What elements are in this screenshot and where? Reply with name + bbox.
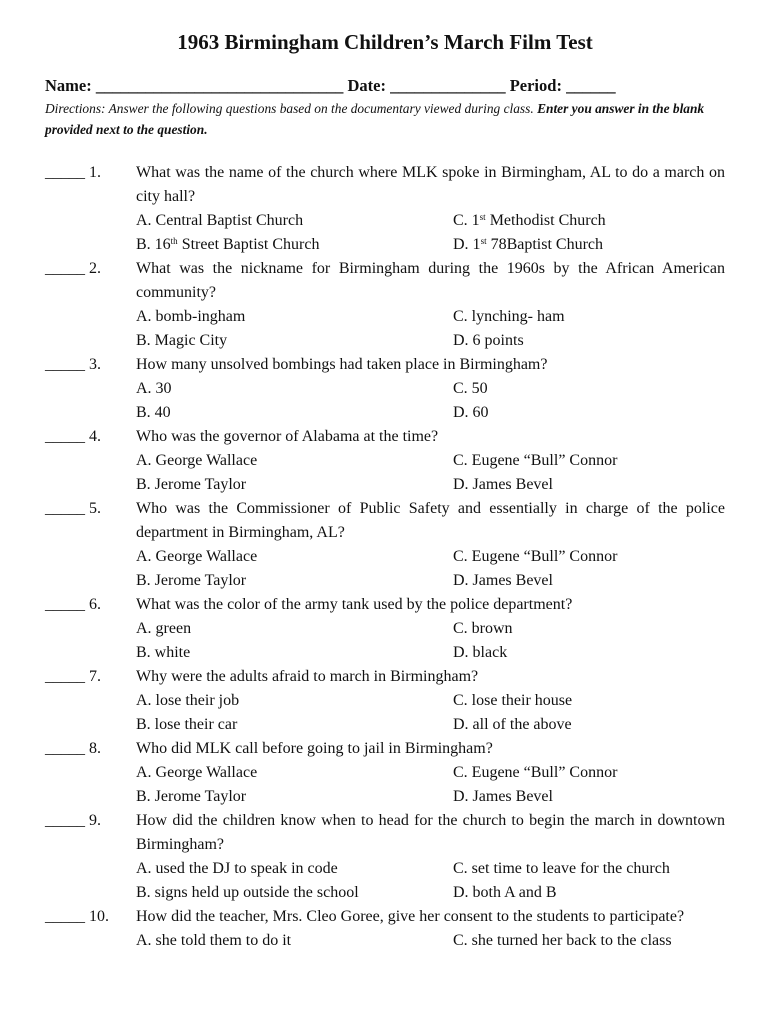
option-text: D. James Bevel <box>453 476 553 493</box>
question-text: What was the name of the church where MLK spoke in Birmingham, AL to do a march on city hall? <box>136 164 725 205</box>
answer-option <box>453 617 725 641</box>
question-item <box>45 161 725 257</box>
answer-option <box>453 881 725 905</box>
answer-blank: _____ 8. <box>45 740 101 757</box>
answer-option <box>453 209 725 233</box>
option-text: B. 16 <box>136 236 171 253</box>
option-text: C. lynching- ham <box>453 308 565 325</box>
answer-options <box>136 617 725 665</box>
option-text: A. lose their job <box>136 692 240 709</box>
question-body <box>136 257 725 353</box>
answer-option <box>136 641 453 665</box>
answer-option <box>136 881 453 905</box>
answer-option <box>136 929 453 953</box>
option-text: A. George Wallace <box>136 452 258 469</box>
question-body <box>136 497 725 593</box>
answer-blank: _____ 2. <box>45 260 101 277</box>
answer-blank: _____ 4. <box>45 428 101 445</box>
question-item <box>45 809 725 905</box>
option-text: B. 40 <box>136 404 171 421</box>
answer-option <box>453 305 725 329</box>
answer-option <box>136 233 453 257</box>
option-text: B. white <box>136 644 191 661</box>
answer-options <box>136 449 725 497</box>
answer-option <box>136 761 453 785</box>
answer-blank: _____ 5. <box>45 500 101 517</box>
answer-option <box>453 233 725 257</box>
answer-blank: _____ 9. <box>45 812 101 829</box>
answer-option <box>453 377 725 401</box>
question-body <box>136 593 725 665</box>
answer-option <box>453 641 725 665</box>
answer-option <box>136 569 453 593</box>
answer-option <box>453 545 725 569</box>
question-item <box>45 737 725 809</box>
option-text: C. lose their house <box>453 692 573 709</box>
option-text: C. brown <box>453 620 513 637</box>
option-text: A. green <box>136 620 192 637</box>
option-text: B. lose their car <box>136 716 238 733</box>
option-superscript: th <box>170 236 178 246</box>
option-text-continued: Methodist Church <box>485 212 606 229</box>
answer-options <box>136 761 725 809</box>
question-text: How did the teacher, Mrs. Cleo Goree, give her consent to the students to participate? <box>136 908 685 925</box>
option-text: A. used the DJ to speak in code <box>136 860 338 877</box>
question-text: Who was the governor of Alabama at the time? <box>136 428 439 445</box>
answer-options <box>136 377 725 425</box>
option-text-continued: 78Baptist Church <box>486 236 604 253</box>
option-text: A. 30 <box>136 380 172 397</box>
question-text: Why were the adults afraid to march in Birmingham? <box>136 668 479 685</box>
page-title: 1963 Birmingham Children’s March Film Test <box>177 30 593 54</box>
answer-blank: _____ 6. <box>45 596 101 613</box>
name-date-period-line: Name: ______________________________ Date: ______________ Period: ______ <box>45 76 616 95</box>
answer-option <box>136 377 453 401</box>
question-text: Who was the Commissioner of Public Safety and essentially in charge of the police department in Birmingham, AL? <box>136 500 725 541</box>
question-text: How did the children know when to head for the church to begin the march in downtown Birmingham? <box>136 812 725 853</box>
answer-option <box>136 617 453 641</box>
option-text: A. she told them to do it <box>136 932 292 949</box>
option-text: B. Jerome Taylor <box>136 476 247 493</box>
option-text: C. 50 <box>453 380 488 397</box>
option-text: A. George Wallace <box>136 764 258 781</box>
question-body <box>136 737 725 809</box>
answer-blank: _____ 10. <box>45 908 109 925</box>
answer-option <box>136 545 453 569</box>
option-text: B. Jerome Taylor <box>136 572 247 589</box>
answer-blank: _____ 1. <box>45 164 101 181</box>
question-text: How many unsolved bombings had taken place in Birmingham? <box>136 356 548 373</box>
option-text: C. 1 <box>453 212 480 229</box>
answer-options <box>136 545 725 593</box>
question-item <box>45 593 725 665</box>
option-text: B. Jerome Taylor <box>136 788 247 805</box>
question-item <box>45 425 725 497</box>
answer-option <box>136 785 453 809</box>
answer-option <box>453 713 725 737</box>
answer-option <box>136 473 453 497</box>
answer-options <box>136 857 725 905</box>
directions-text: Directions: Answer the following questions based on the documentary viewed during class. <box>45 101 534 116</box>
answer-option <box>136 713 453 737</box>
answer-option <box>136 305 453 329</box>
option-text: C. Eugene “Bull” Connor <box>453 548 618 565</box>
directions <box>45 99 729 140</box>
option-text: D. James Bevel <box>453 788 553 805</box>
answer-option <box>136 401 453 425</box>
option-text: A. bomb-ingham <box>136 308 246 325</box>
option-text-continued: Street Baptist Church <box>177 236 320 253</box>
answer-option <box>453 857 725 881</box>
answer-option <box>136 689 453 713</box>
option-text: A. George Wallace <box>136 548 258 565</box>
answer-options <box>136 929 725 953</box>
option-text: B. Magic City <box>136 332 228 349</box>
answer-option <box>453 473 725 497</box>
question-text: What was the color of the army tank used by the police department? <box>136 596 573 613</box>
directions-instruction: Enter you answer in the blank provided next to the question. <box>45 101 705 137</box>
option-superscript: st <box>480 236 487 246</box>
answer-option <box>453 929 725 953</box>
question-body <box>136 905 725 953</box>
option-text: A. Central Baptist Church <box>136 212 304 229</box>
question-body <box>136 425 725 497</box>
answer-option <box>453 329 725 353</box>
answer-option <box>136 329 453 353</box>
answer-options <box>136 209 725 257</box>
option-text: B. signs held up outside the school <box>136 884 359 901</box>
option-text: C. set time to leave for the church <box>453 860 670 877</box>
question-body <box>136 809 725 905</box>
option-text: C. she turned her back to the class <box>453 932 672 949</box>
answer-option <box>453 569 725 593</box>
option-text: D. 1 <box>453 236 481 253</box>
option-text: D. 6 points <box>453 332 524 349</box>
answer-option <box>453 761 725 785</box>
question-body <box>136 665 725 737</box>
question-list <box>45 161 725 953</box>
option-text: C. Eugene “Bull” Connor <box>453 764 618 781</box>
answer-blank: _____ 3. <box>45 356 101 373</box>
option-text: D. James Bevel <box>453 572 553 589</box>
answer-option <box>453 785 725 809</box>
question-item <box>45 497 725 593</box>
answer-option <box>453 449 725 473</box>
question-body <box>136 353 725 425</box>
answer-options <box>136 305 725 353</box>
option-text: D. both A and B <box>453 884 557 901</box>
question-item <box>45 353 725 425</box>
answer-option <box>453 689 725 713</box>
answer-options <box>136 689 725 737</box>
option-text: D. 60 <box>453 404 489 421</box>
question-item <box>45 905 725 953</box>
option-text: D. black <box>453 644 508 661</box>
answer-blank: _____ 7. <box>45 668 101 685</box>
question-text: What was the nickname for Birmingham during the 1960s by the African American community? <box>136 260 725 301</box>
answer-option <box>136 209 453 233</box>
option-text: C. Eugene “Bull” Connor <box>453 452 618 469</box>
question-text: Who did MLK call before going to jail in Birmingham? <box>136 740 493 757</box>
question-item <box>45 257 725 353</box>
option-text: D. all of the above <box>453 716 572 733</box>
question-body <box>136 161 725 257</box>
question-item <box>45 665 725 737</box>
answer-option <box>136 857 453 881</box>
option-superscript: st <box>479 212 486 222</box>
answer-option <box>453 401 725 425</box>
answer-option <box>136 449 453 473</box>
